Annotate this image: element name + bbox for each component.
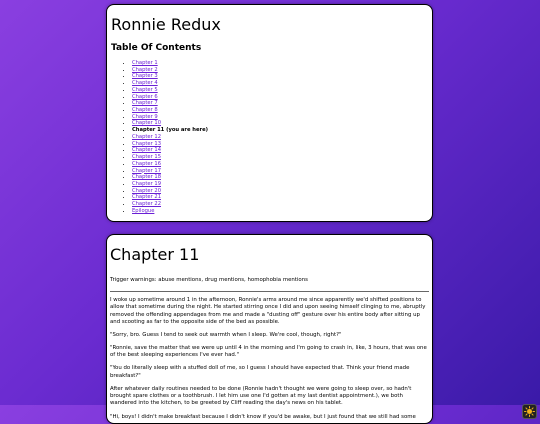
toc-item: [132, 141, 428, 148]
toc-item: [132, 107, 428, 114]
toc-item: [132, 154, 428, 161]
toc-link[interactable]: Chapter 14: [132, 147, 161, 154]
divider: [110, 291, 429, 292]
toc-link[interactable]: Chapter 19: [132, 180, 161, 187]
toc-item: [132, 114, 428, 121]
toc-link[interactable]: Chapter 18: [132, 174, 161, 181]
toc-item-current: • Chapter 11 (you are here): [132, 127, 428, 134]
toc-item: [132, 94, 428, 101]
toc-item: [132, 188, 428, 195]
chapter-paragraph: After whatever daily routines needed to be done (Ronnie hadn't thought we were going to sleep over, so hadn't brought spare clothes or a toothbrush. I let him use one I'd gotten at my last dentist appointment.), we both wandered into the kitchen, to be greeted by Cliff reading the day's news on his tablet.: [110, 385, 412, 407]
toc-link[interactable]: Chapter 17: [132, 167, 161, 174]
toc-link[interactable]: Chapter 12: [132, 133, 161, 140]
chapter-paragraph: "You do literally sleep with a stuffed doll of me, so I guess I should have expected that. Think your friend made breakfast?": [110, 365, 410, 379]
chapter-paragraph: I woke up sometime around 1 in the afternoon, Ronnie's arms around me since apparently we'd shifted positions to allow that sometime during the night. He started stirring once I did and upon seeing himself clinging to me, abruptly removed the offending appendages from me and made a "dusting off" gesture over his entire body after sitting up and scooting as far to the opposite side of the bed as possible.: [110, 297, 426, 325]
toc-item: [132, 168, 428, 175]
chapter-paragraph: "Ronnie, save the matter that we were up until 4 in the morning and I'm going to crash in, like, 3 hours, that was one of the best sleeping experiences I've ever had.": [110, 345, 427, 359]
chapter-body: [110, 297, 429, 421]
sun-icon: [524, 406, 535, 417]
toc-link[interactable]: Chapter 21: [132, 194, 161, 201]
toc-item: [132, 194, 428, 201]
toc-item: [132, 73, 428, 80]
theme-toggle-button[interactable]: [522, 404, 537, 419]
chapter-title: Chapter 11: [110, 245, 200, 264]
toc-card: [106, 4, 433, 222]
toc-item: [132, 147, 428, 154]
toc-list: [111, 60, 428, 215]
toc-item: [132, 87, 428, 94]
toc-link[interactable]: Chapter 13: [132, 140, 161, 147]
chapter-card: [106, 234, 433, 424]
toc-link[interactable]: Chapter 2: [132, 66, 158, 73]
toc-link[interactable]: Chapter 8: [132, 107, 158, 114]
toc-link[interactable]: Chapter 10: [132, 120, 161, 127]
toc-link[interactable]: Chapter 5: [132, 86, 158, 93]
toc-link[interactable]: Chapter 6: [132, 93, 158, 100]
toc-item: [132, 60, 428, 67]
toc-item: [132, 120, 428, 127]
toc-item: [132, 208, 428, 215]
toc-link[interactable]: Chapter 9: [132, 113, 158, 120]
toc-item: [132, 181, 428, 188]
toc-link[interactable]: Chapter 4: [132, 80, 158, 87]
toc-item: [132, 80, 428, 87]
toc-item: [132, 67, 428, 74]
chapter-paragraph: "Sorry, bro. Guess I tend to seek out warmth when I sleep. We're cool, though, right?": [110, 331, 342, 338]
toc-link[interactable]: Chapter 1: [132, 60, 158, 66]
toc-link[interactable]: Chapter 7: [132, 100, 158, 107]
toc-link[interactable]: Chapter 15: [132, 154, 161, 161]
toc-item: [132, 134, 428, 141]
toc-link[interactable]: Chapter 20: [132, 187, 161, 194]
toc-heading: Table Of Contents: [111, 43, 202, 53]
toc-link[interactable]: Epilogue: [132, 207, 155, 214]
toc-link[interactable]: Chapter 16: [132, 160, 161, 167]
toc-item: [132, 100, 428, 107]
toc-item: [132, 161, 428, 168]
toc-item: [132, 201, 428, 208]
chapter-paragraph: "Hi, boys! I didn't make breakfast because I didn't know if you'd be awake, but I just found that we still had some: [110, 413, 416, 420]
site-title: Ronnie Redux: [111, 15, 221, 34]
toc-link[interactable]: Chapter 3: [132, 73, 158, 80]
toc-link[interactable]: Chapter 22: [132, 201, 161, 208]
toc-item: [132, 174, 428, 181]
trigger-warning: Trigger warnings: abuse mentions, drug mentions, homophobia mentions: [110, 277, 308, 283]
